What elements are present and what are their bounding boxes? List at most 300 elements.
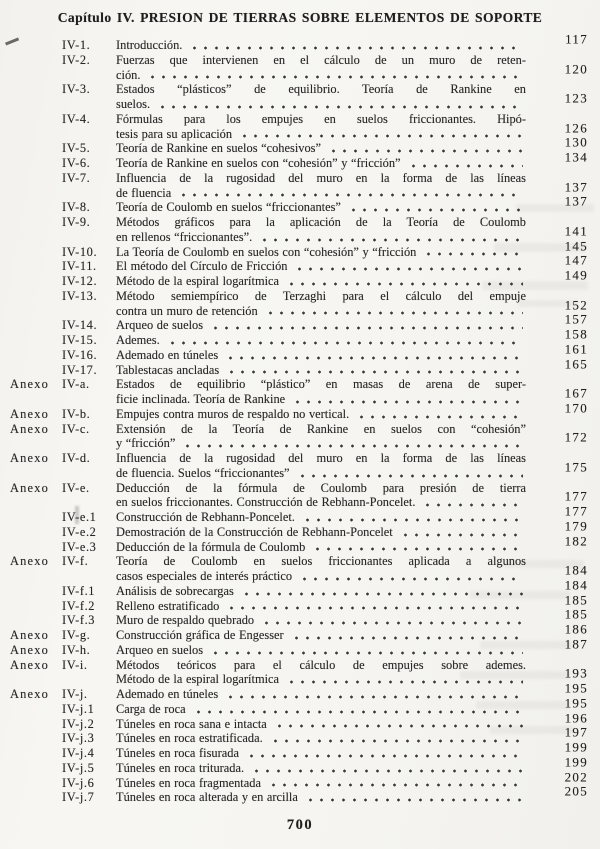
toc-entry-page: 167 xyxy=(564,385,588,401)
toc-entry-line xyxy=(116,363,526,378)
toc-entry-code: IV-10. xyxy=(62,244,98,259)
toc-entry xyxy=(10,238,590,260)
toc-entry xyxy=(10,754,590,776)
toc-entry-prefix: Anexo xyxy=(10,687,50,701)
toc-entry-line xyxy=(116,127,526,142)
toc-entry-code: IV-j.2 xyxy=(62,716,95,731)
toc-entry-line xyxy=(116,304,526,319)
toc-entry-prefix: Anexo xyxy=(10,480,50,495)
toc-entry-title xyxy=(116,687,526,702)
toc-entry xyxy=(10,377,590,407)
toc-entry-line: Estados “plásticos” de equilibrio. Teoría de Rankine en xyxy=(116,82,526,97)
toc-entry-page: 186 xyxy=(564,621,588,637)
toc-entry-page: 165 xyxy=(564,356,588,371)
toc-entry-title xyxy=(116,38,526,53)
toc-entry-line xyxy=(116,569,526,584)
toc-entry-page: 185 xyxy=(564,606,588,622)
toc-entry-code: IV-f.2 xyxy=(62,598,96,613)
toc-entry-title xyxy=(116,333,526,348)
toc-entry-code: IV-j.4 xyxy=(62,746,95,760)
toc-entry-code: IV-j.3 xyxy=(62,731,95,746)
toc-entry-line xyxy=(116,495,526,510)
toc-entry-code: IV-j. xyxy=(62,687,88,701)
toc-entry-page: 145 xyxy=(564,238,588,253)
toc-entry xyxy=(10,739,590,761)
toc-entry-line xyxy=(116,392,526,407)
dot-leader xyxy=(299,569,523,584)
toc-entry-title xyxy=(116,451,526,481)
toc-entry-text: El método del Círculo de Fricción xyxy=(116,259,288,274)
toc-entry-line xyxy=(116,628,526,643)
toc-entry-text: suelos. xyxy=(116,97,151,111)
toc-entry xyxy=(10,451,590,481)
toc-entry-code: IV-j.1 xyxy=(62,701,95,716)
toc-entry xyxy=(10,658,590,688)
toc-entry-title xyxy=(116,53,526,83)
toc-entry-text: Introducción. xyxy=(116,38,183,52)
toc-entry-line xyxy=(116,186,526,201)
toc-entry-text: Deducción de la fórmula de Coulomb xyxy=(116,539,306,554)
toc-entry-code: IV-3. xyxy=(62,82,91,97)
toc-entry-text: Ademes. xyxy=(116,333,160,347)
toc-entry-line xyxy=(116,141,526,156)
toc-entry-page: 187 xyxy=(564,636,588,652)
dot-leader xyxy=(274,717,523,732)
dot-leader xyxy=(312,540,523,555)
toc-entry-line: Métodos teóricos para el cálculo de empujes sobre ademes. xyxy=(116,657,526,672)
toc-entry-prefix: Anexo xyxy=(10,657,50,672)
toc-entry-page: 199 xyxy=(564,754,588,770)
toc-entry-line xyxy=(116,540,526,555)
toc-entry-line xyxy=(116,466,526,481)
toc-entry-prefix: Anexo xyxy=(10,377,50,392)
toc-entry-text: ción. xyxy=(116,67,141,82)
toc-entry xyxy=(10,341,590,363)
toc-entry-page: 177 xyxy=(564,488,588,504)
dot-leader xyxy=(291,628,523,643)
toc-entry-code: IV-13. xyxy=(62,288,98,303)
toc-entry-text: Túneles en roca fisurada xyxy=(116,746,239,760)
toc-entry-title xyxy=(116,82,526,112)
toc-entry xyxy=(10,621,590,643)
toc-entry-code: IV-8. xyxy=(62,200,91,215)
toc-entry-title xyxy=(116,156,526,171)
toc-entry xyxy=(10,577,590,599)
toc-entry-page: 182 xyxy=(564,533,588,548)
dot-leader xyxy=(356,407,523,422)
toc-entry-title xyxy=(116,599,526,614)
toc-entry-line xyxy=(116,510,526,525)
toc-entry-title xyxy=(116,540,526,555)
toc-entry xyxy=(10,82,590,112)
toc-entry-text: Túneles en roca alterada y en arcilla xyxy=(116,790,298,805)
toc-entry-text: Teoría de Rankine en suelos con “cohesión” y “fricción” xyxy=(116,156,401,170)
toc-entry-code: IV-14. xyxy=(62,318,98,333)
toc-entry-text: Construcción gráfica de Engesser xyxy=(116,628,284,642)
toc-entry xyxy=(10,326,590,348)
toc-entry-prefix: Anexo xyxy=(10,628,50,642)
toc-entry-code: IV-i. xyxy=(62,657,88,672)
toc-entry-prefix: Anexo xyxy=(10,642,50,657)
toc-entry-code: IV-a. xyxy=(62,377,90,392)
toc-entry-page: 147 xyxy=(564,252,588,268)
toc-entry xyxy=(10,518,590,540)
dot-leader xyxy=(422,495,523,510)
toc-entry xyxy=(10,636,590,658)
toc-entry-text: Demostración de la Construcción de Rebhann-Poncelet xyxy=(116,524,393,539)
toc-entry-code: IV-j.6 xyxy=(62,775,95,790)
toc-entry-code: IV-7. xyxy=(62,170,91,185)
toc-entry xyxy=(10,680,590,702)
toc-entry-text: Tablestacas ancladas xyxy=(116,362,220,377)
dot-leader xyxy=(246,746,523,761)
toc-entry-line xyxy=(116,525,526,540)
toc-entry-title xyxy=(116,363,526,378)
dot-leader xyxy=(348,200,523,215)
dot-leader xyxy=(294,259,523,274)
dot-leader xyxy=(226,599,523,614)
toc-entry-line xyxy=(116,245,526,260)
toc-entry xyxy=(10,710,590,732)
toc-entry-title xyxy=(116,141,526,156)
toc-entry-code: IV-d. xyxy=(62,451,91,465)
toc-entry-title xyxy=(116,407,526,422)
toc-entry-page: 195 xyxy=(564,680,588,696)
toc-entry-line: Métodos gráficos para la aplicación de la Teoría de Coulomb xyxy=(116,215,526,229)
toc-entry-code: IV-e.3 xyxy=(62,539,97,554)
toc-entry-page: 170 xyxy=(564,400,588,416)
toc-entry-code: IV-4. xyxy=(62,111,91,126)
toc-entry-code: IV-17. xyxy=(62,362,98,377)
toc-entry-page: 184 xyxy=(564,577,588,593)
dot-leader xyxy=(268,776,523,791)
toc-entry-code: IV-j.7 xyxy=(62,790,95,805)
toc-entry-text: Empujes contra muros de respaldo no vertical. xyxy=(116,406,350,421)
toc-entry-title xyxy=(116,200,526,215)
toc-entry-text: ficie inclinada. Teoría de Rankine xyxy=(116,392,286,406)
toc-entry-line xyxy=(116,776,526,791)
toc-entry-title xyxy=(116,584,526,599)
toc-entry xyxy=(10,53,590,83)
toc-entry-page: 177 xyxy=(564,503,588,519)
dot-leader xyxy=(270,731,523,746)
toc-entry-code: IV-16. xyxy=(62,347,98,362)
toc-entry-title xyxy=(116,289,526,319)
toc-entry-title xyxy=(116,318,526,333)
toc-entry-code: IV-e. xyxy=(62,480,90,495)
toc-entry-line xyxy=(116,672,526,687)
dot-leader xyxy=(302,510,523,525)
toc-entry-text: Arqueo en suelos xyxy=(116,642,204,657)
toc-entry-text: Método de la espiral logarítmica xyxy=(116,672,280,687)
toc-entry-page: 199 xyxy=(564,739,588,755)
toc-entry-page: 137 xyxy=(564,193,588,209)
toc-entry-line xyxy=(116,436,526,451)
toc-entry-title xyxy=(116,702,526,717)
dot-leader xyxy=(210,643,523,658)
toc-entry-code: IV-9. xyxy=(62,215,91,229)
toc-entry-title xyxy=(116,658,526,688)
dot-leader xyxy=(305,790,523,805)
toc-entry-text: Túneles en roca sana e intacta xyxy=(116,716,267,731)
toc-entry-page: 202 xyxy=(564,769,588,784)
toc-entry-line: Estados de equilibrio “plástico” en masas de arena de super- xyxy=(116,377,526,392)
toc-entry-line: Teoría de Coulomb en suelos friccionantes aplicada a algunos xyxy=(116,554,526,569)
toc-entry-code: IV-6. xyxy=(62,156,91,170)
toc-entry xyxy=(10,112,590,142)
toc-entry-line xyxy=(116,702,526,717)
toc-entry-code: IV-12. xyxy=(62,274,98,288)
toc-entry-page: 175 xyxy=(564,459,588,475)
toc-entry-title xyxy=(116,171,526,201)
toc-entry-code: IV-h. xyxy=(62,642,91,657)
toc-entry xyxy=(10,171,590,201)
toc-entry-page: 161 xyxy=(564,341,588,357)
toc-entry-code: IV-5. xyxy=(62,141,91,156)
toc-entry-title xyxy=(116,731,526,746)
toc-list xyxy=(10,31,590,805)
toc-entry-text: Ademado en túneles xyxy=(116,347,219,362)
toc-entry-code: IV-1. xyxy=(62,38,91,52)
toc-entry-code: IV-f.1 xyxy=(62,583,96,598)
toc-entry-title xyxy=(116,274,526,289)
toc-entry-title xyxy=(116,776,526,791)
toc-entry xyxy=(10,149,590,171)
toc-entry xyxy=(10,481,590,511)
dot-leader xyxy=(241,584,523,599)
folio-page-number: 700 xyxy=(286,817,314,833)
toc-entry-text: de fluencia. Suelos “friccionantes” xyxy=(116,465,290,480)
toc-entry-text: Muro de respaldo quebrado xyxy=(116,613,255,628)
toc-entry xyxy=(10,215,590,245)
toc-entry-code: IV-2. xyxy=(62,52,91,67)
toc-entry xyxy=(10,724,590,746)
toc-entry-page: 196 xyxy=(564,710,588,725)
toc-entry-title xyxy=(116,481,526,511)
toc-entry-text: Teoría de Rankine en suelos “cohesivos” xyxy=(116,141,321,156)
toc-entry-page: 197 xyxy=(564,724,588,740)
dot-leader xyxy=(210,318,523,333)
toc-entry-line xyxy=(116,259,526,274)
toc-entry-line xyxy=(116,687,526,702)
toc-entry-page: 195 xyxy=(564,695,588,711)
toc-entry-title xyxy=(116,613,526,628)
toc-entry-title xyxy=(116,717,526,732)
toc-entry-line xyxy=(116,643,526,658)
toc-entry-text: en rellenos “friccionantes”. xyxy=(116,229,253,244)
toc-entry-line: Influencia de la rugosidad del muro en la forma de las líneas xyxy=(116,170,526,185)
dot-leader xyxy=(157,97,523,112)
dot-leader xyxy=(328,141,523,156)
toc-entry xyxy=(10,311,590,333)
toc-entry-text: Ademado en túneles xyxy=(116,687,219,701)
toc-entry-page: 152 xyxy=(564,297,588,312)
toc-entry-title xyxy=(116,628,526,643)
dot-leader xyxy=(251,761,523,776)
toc-entry xyxy=(10,267,590,289)
toc-entry-title xyxy=(116,554,526,584)
toc-entry-prefix: Anexo xyxy=(10,406,50,421)
dot-leader xyxy=(226,363,523,378)
toc-entry-line xyxy=(116,156,526,171)
toc-entry-text: Teoría de Coulomb en suelos “friccionantes” xyxy=(116,200,341,215)
toc-entry-page: 117 xyxy=(565,31,588,47)
toc-entry-code: IV-f. xyxy=(62,554,89,569)
toc-entry xyxy=(10,783,590,805)
toc-entry xyxy=(10,31,590,53)
dot-leader xyxy=(225,687,523,702)
toc-entry-text: Construcción de Rebhann-Poncelet. xyxy=(116,510,295,524)
toc-entry-page: 185 xyxy=(564,592,588,607)
dot-leader xyxy=(261,613,523,628)
toc-entry-line xyxy=(116,731,526,746)
toc-entry xyxy=(10,193,590,215)
toc-entry-line: Deducción de la fórmula de Coulomb para presión de tierra xyxy=(116,480,526,495)
toc-entry xyxy=(10,533,590,555)
toc-entry-code: IV-e.1 xyxy=(62,510,97,524)
toc-entry-page: 134 xyxy=(564,149,588,165)
dot-leader xyxy=(286,672,523,687)
toc-entry-line xyxy=(116,613,526,628)
toc-entry-line xyxy=(116,38,526,53)
toc-entry-code: IV-11. xyxy=(62,259,97,274)
toc-entry-code: IV-f.3 xyxy=(62,613,96,628)
toc-entry-page: 179 xyxy=(564,518,588,534)
toc-entry xyxy=(10,400,590,422)
toc-entry-page: 205 xyxy=(564,783,588,799)
toc-entry xyxy=(10,554,590,584)
toc-entry-text: casos especiales de interés práctico xyxy=(116,569,293,583)
toc-entry-title xyxy=(116,259,526,274)
toc-entry-line: Influencia de la rugosidad del muro en la forma de las líneas xyxy=(116,451,526,465)
toc-entry-line xyxy=(116,348,526,363)
toc-entry-text: Carga de roca xyxy=(116,701,186,716)
toc-entry-title xyxy=(116,790,526,805)
toc-entry-line xyxy=(116,790,526,805)
toc-entry-page: 172 xyxy=(564,429,588,445)
toc-entry-line xyxy=(116,230,526,245)
toc-entry-text: de fluencia xyxy=(116,185,172,200)
toc-entry-text: Túneles en roca fragmentada xyxy=(116,775,261,790)
toc-entry-text: y “fricción” xyxy=(116,436,176,451)
toc-entry-text: Método de la espiral logarítmica xyxy=(116,274,280,288)
dot-leader xyxy=(423,245,523,260)
toc-entry-title xyxy=(116,525,526,540)
toc-entry-text: Túneles en roca triturada. xyxy=(116,760,245,775)
toc-entry-title xyxy=(116,377,526,407)
toc-entry-code: IV-b. xyxy=(62,406,91,421)
toc-entry-line xyxy=(116,407,526,422)
dot-leader xyxy=(259,230,523,245)
toc-entry-line xyxy=(116,599,526,614)
toc-entry-line: Fuerzas que intervienen en el cálculo de un muro de reten- xyxy=(116,52,526,67)
toc-entry-text: en suelos friccionantes. Construcción de Rebhann-Poncelet. xyxy=(116,495,416,510)
toc-entry xyxy=(10,422,590,452)
toc-entry xyxy=(10,503,590,525)
toc-entry-title xyxy=(116,348,526,363)
toc-entry-text: Análisis de sobrecargas xyxy=(116,583,234,598)
toc-entry-title xyxy=(116,510,526,525)
toc-entry-page: 141 xyxy=(564,223,588,239)
toc-entry-title xyxy=(116,761,526,776)
toc-entry-prefix: Anexo xyxy=(10,554,50,569)
toc-entry-code: IV-j.5 xyxy=(62,760,95,775)
dot-leader xyxy=(167,333,523,348)
toc-entry-prefix: Anexo xyxy=(10,421,50,436)
dot-leader xyxy=(225,348,523,363)
toc-entry-prefix: Anexo xyxy=(10,451,50,465)
toc-entry-title xyxy=(116,643,526,658)
toc-entry-title xyxy=(116,215,526,245)
toc-entry-line xyxy=(116,761,526,776)
toc-entry-page: 184 xyxy=(564,562,588,578)
toc-entry-line xyxy=(116,333,526,348)
toc-entry-code: IV-c. xyxy=(62,421,90,436)
toc-entry-text: Arqueo de suelos xyxy=(116,318,204,333)
toc-entry-title xyxy=(116,746,526,761)
dot-leader xyxy=(239,127,523,142)
toc-entry xyxy=(10,606,590,628)
toc-entry-line xyxy=(116,717,526,732)
toc-entry-line xyxy=(116,200,526,215)
dot-leader xyxy=(182,436,523,451)
toc-entry-code: IV-e.2 xyxy=(62,524,97,539)
toc-entry-page: 193 xyxy=(564,665,588,681)
toc-entry-line: Extensión de la Teoría de Rankine en suelos con “cohesión” xyxy=(116,421,526,436)
toc-entry-line xyxy=(116,274,526,289)
dot-leader xyxy=(400,525,523,540)
toc-entry-title xyxy=(116,422,526,452)
dot-leader xyxy=(265,304,523,319)
toc-entry-page: 120 xyxy=(564,61,588,76)
toc-entry-line xyxy=(116,97,526,112)
toc-entry-text: Túneles en roca estratificada. xyxy=(116,731,263,746)
toc-entry-text: La Teoría de Coulomb en suelos con “cohesión” y “fricción xyxy=(116,244,417,259)
toc-entry-page: 130 xyxy=(564,134,588,150)
dot-leader xyxy=(408,156,523,171)
toc-entry-title xyxy=(116,245,526,260)
toc-entry-text: contra un muro de retención xyxy=(116,303,258,318)
toc-entry-line xyxy=(116,318,526,333)
toc-entry xyxy=(10,134,590,156)
toc-entry-page: 158 xyxy=(564,326,588,342)
toc-entry xyxy=(10,769,590,791)
toc-entry xyxy=(10,592,590,614)
dot-leader xyxy=(178,186,523,201)
toc-entry-page: 123 xyxy=(564,90,588,106)
dot-leader xyxy=(297,466,523,481)
dot-leader xyxy=(189,38,523,53)
toc-entry-line xyxy=(116,584,526,599)
chapter-heading: Capítulo IV. PRESION DE TIERRAS SOBRE ELEMENTOS DE SOPORTE xyxy=(57,10,543,25)
toc-entry-page: 126 xyxy=(564,120,588,135)
toc-entry-page: 137 xyxy=(564,179,588,194)
dot-leader xyxy=(147,68,523,83)
dot-leader xyxy=(193,702,523,717)
dot-leader xyxy=(286,274,523,289)
toc-entry-line xyxy=(116,68,526,83)
toc-entry-page: 149 xyxy=(564,267,588,283)
toc-entry-text: Relleno estratificado xyxy=(116,598,220,613)
dot-leader xyxy=(292,392,523,407)
toc-entry-code: IV-g. xyxy=(62,628,91,642)
toc-entry-line xyxy=(116,746,526,761)
toc-entry-title xyxy=(116,112,526,142)
toc-entry xyxy=(10,695,590,717)
toc-entry-line: Fórmulas para los empujes en suelos friccionantes. Hipó- xyxy=(116,111,526,126)
toc-entry-page: 157 xyxy=(564,311,588,327)
toc-entry xyxy=(10,252,590,274)
